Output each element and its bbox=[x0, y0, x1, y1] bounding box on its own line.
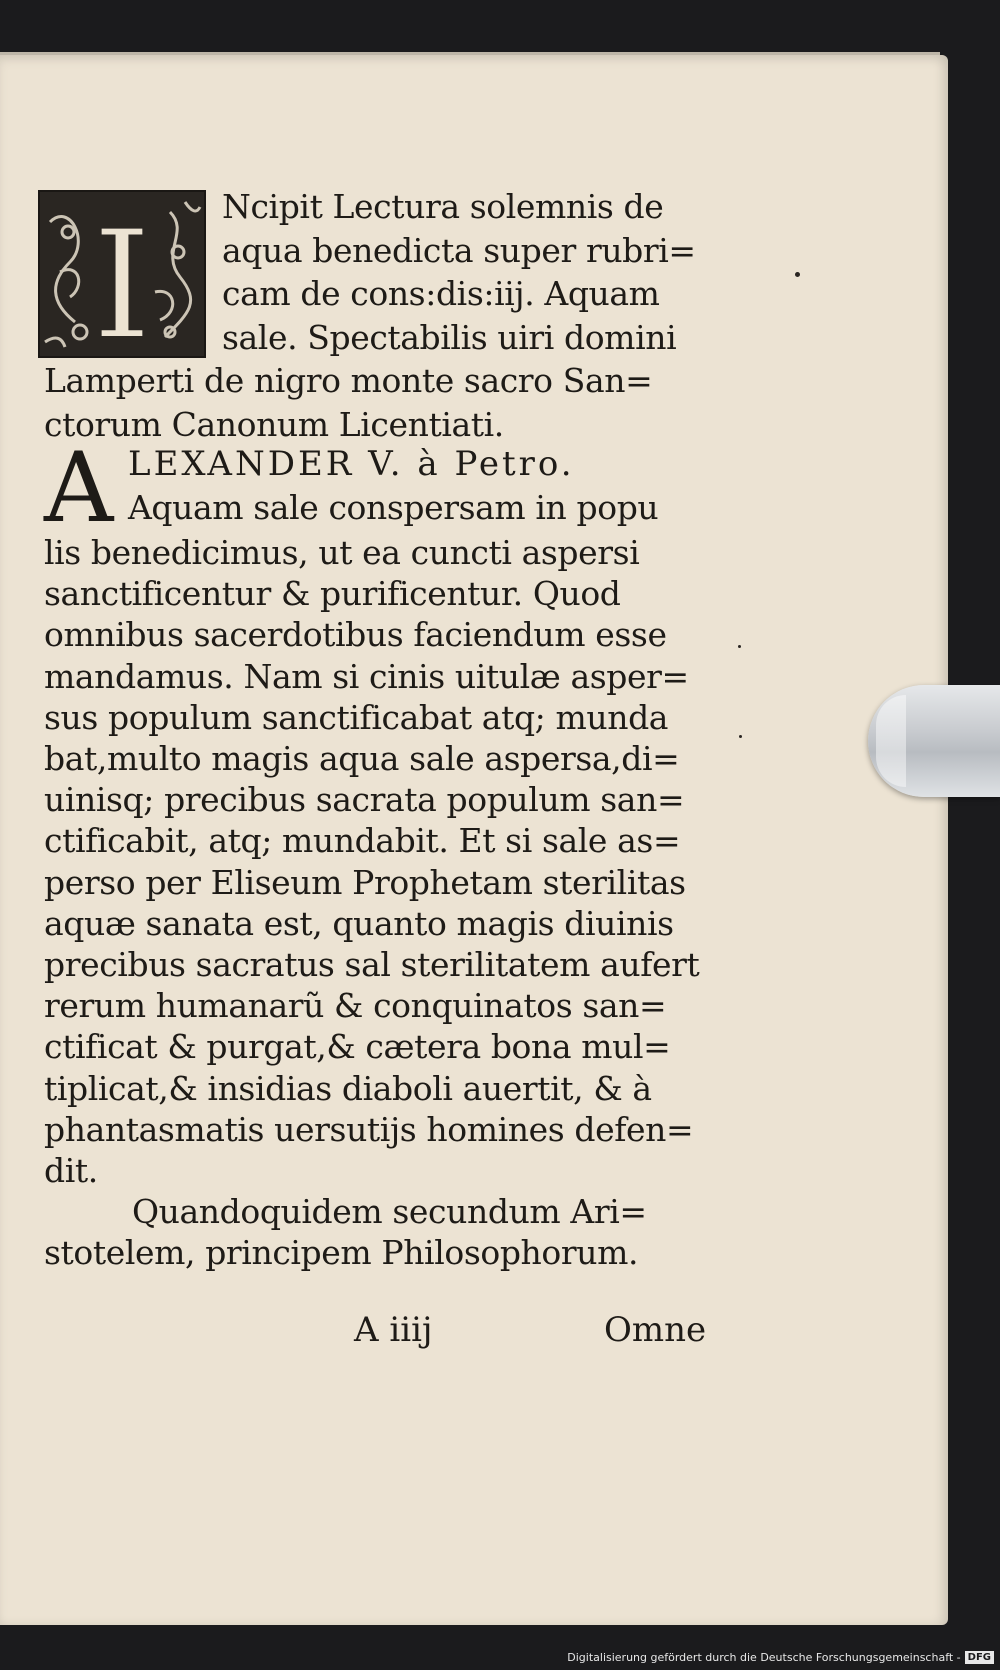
intro-line-3: cam de cons:dis:iij. Aquam bbox=[222, 274, 660, 313]
body-line: precibus sacratus sal sterilitatem aufert bbox=[44, 945, 700, 985]
intro-line-6: ctorum Canonum Licentiati. bbox=[44, 404, 504, 444]
scan-speck bbox=[739, 735, 742, 738]
intro-line-2: aqua benedicta super rubri= bbox=[222, 230, 696, 270]
body-line: perso per Eliseum Prophetam sterilitas bbox=[44, 862, 686, 902]
page-footer bbox=[44, 1310, 744, 1360]
body-line: lis benedicimus, ut ea cuncti aspersi bbox=[44, 533, 640, 572]
body-line: phantasmatis uersutijs homines defen= bbox=[44, 1109, 694, 1149]
body-line: rerum humanarũ & conquinatos san= bbox=[44, 986, 667, 1026]
page-clip bbox=[868, 685, 1000, 797]
body-line: aquæ sanata est, quanto magis diuinis bbox=[44, 903, 674, 943]
para2-line-2: stotelem, principem Philosophorum. bbox=[44, 1233, 639, 1273]
body-line: tiplicat,& insidias diaboli auertit, & à bbox=[44, 1068, 652, 1108]
initial-letter: I bbox=[92, 199, 152, 356]
intro-text bbox=[44, 185, 734, 446]
para2-line-1: Quandoquidem secundum Ari= bbox=[132, 1192, 647, 1232]
body-line: ctificat & purgat,& cætera bona mul= bbox=[44, 1027, 671, 1067]
body-text bbox=[44, 532, 744, 1274]
signature-mark: A iiij bbox=[354, 1310, 433, 1350]
large-initial-a: A bbox=[44, 432, 114, 544]
body-line: mandamus. Nam si cinis uitulæ asper= bbox=[44, 656, 689, 696]
dfg-logo: DFG bbox=[965, 1651, 994, 1664]
heading-line-1: LEXANDER V. à Petro. bbox=[128, 444, 575, 484]
credit-text: Digitalisierung gefördert durch die Deutsche Forschungsgemeinschaft - bbox=[567, 1651, 961, 1664]
body-line: ctificabit, atq; mundabit. Et si sale as= bbox=[44, 821, 681, 861]
body-line: dit. bbox=[44, 1151, 98, 1191]
scan-speck bbox=[795, 272, 800, 277]
body-line: omnibus sacerdotibus faciendum esse bbox=[44, 615, 667, 655]
intro-line-5: Lamperti de nigro monte sacro San= bbox=[44, 361, 653, 400]
body-line: sus populum sanctificabat atq; munda bbox=[44, 697, 669, 737]
scan-speck bbox=[738, 645, 741, 648]
body-line: uinisq; precibus sacrata populum san= bbox=[44, 780, 685, 820]
digitization-credit bbox=[567, 1651, 994, 1664]
intro-line-1: Ncipit Lectura solemnis de bbox=[222, 187, 664, 226]
catchword: Omne bbox=[604, 1310, 707, 1350]
body-line: bat,multo magis aqua sale aspersa,di= bbox=[44, 739, 680, 779]
heading-line-2: Aquam sale conspersam in popu bbox=[128, 488, 659, 527]
body-line: sanctificentur & purificentur. Quod bbox=[44, 574, 621, 614]
intro-line-4: sale. Spectabilis uiri domini bbox=[222, 317, 677, 357]
